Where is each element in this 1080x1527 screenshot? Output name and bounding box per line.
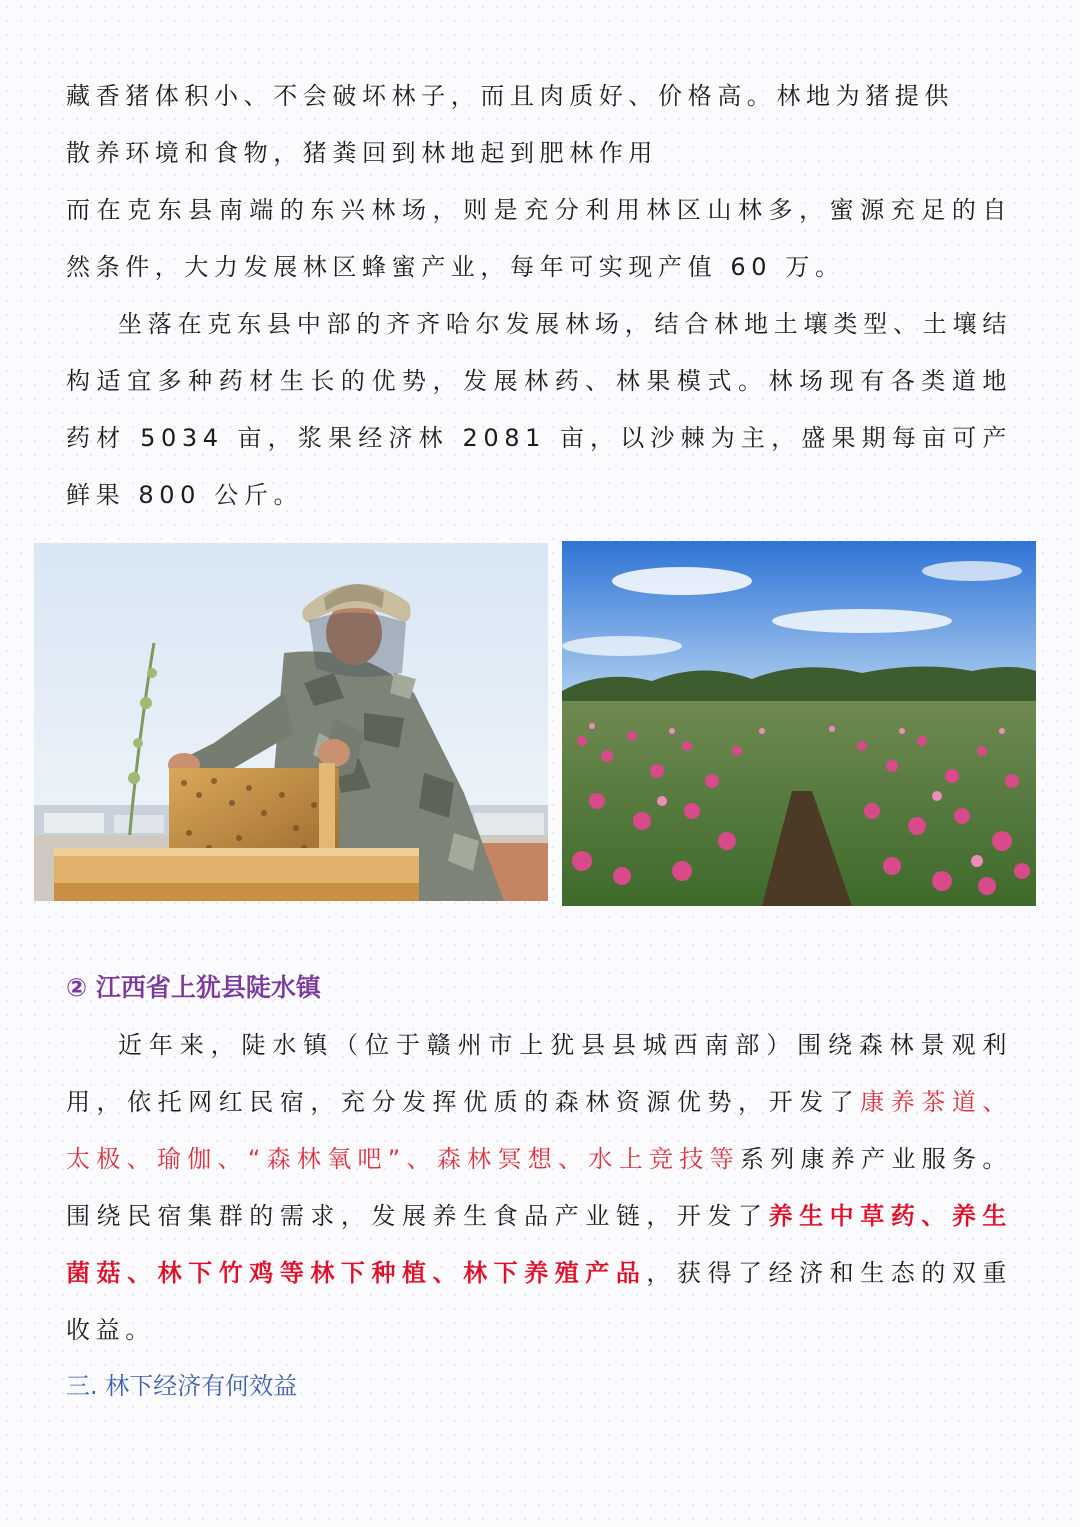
intro-paragraph-2: 而在克东县南端的东兴林场，则是充分利用林区山林多，蜜源充足的自然条件，大力发展林区蜂蜜产业，每年可实现产值 60 万。 (66, 196, 1012, 281)
paragraph-text-a: 近年来，陡水镇（位于赣州市上犹县县城西南部）围绕森林景观利用，依托网红民宿，充分发挥优质的森林资源优势，开发了 (66, 1031, 1012, 1116)
beekeeper-illustration (34, 543, 548, 901)
section-heading-benefits: 三. 林下经济有何效益 (66, 1372, 298, 1400)
intro-paragraph-1 (66, 68, 1012, 182)
shangyou-paragraph (66, 1017, 1012, 1359)
paragraph-text-c: ，获得了经济和生态的双重收益。 (66, 1259, 1012, 1344)
peony-field-photo (562, 541, 1036, 906)
wellness-services-highlight: 康养茶道、太极、瑜伽、“森林氧吧”、森林冥想、水上竞技等 (66, 1088, 1012, 1173)
peony-field-illustration (562, 541, 1036, 906)
beekeeper-photo (34, 543, 548, 901)
paragraph-text-b: 系列康养产业服务。围绕民宿集群的需求，发展养生食品产业链，开发了 (66, 1145, 1012, 1230)
intro-paragraph-3: 坐落在克东县中部的齐齐哈尔发展林场，结合林地土壤类型、土壤结构适宜多种药材生长的优势，发展林药、林果模式。林场现有各类道地药材 5034 亩，浆果经济林 2081 亩，以沙棘为主，盛果期每亩可产鲜果 800 公斤。 (66, 310, 1012, 509)
intro-line-2: 散养环境和食物，猪粪回到林地起到肥林作用 (66, 139, 658, 167)
intro-line-1: 藏香猪体积小、不会破坏林子，而且肉质好、价格高。林地为猪提供 (66, 82, 954, 110)
forest-products-highlight: 养生中草药、养生菌菇、林下竹鸡等林下种植、林下养殖产品 (66, 1202, 1012, 1287)
section-heading-shangyou: ② 江西省上犹县陡水镇 (66, 973, 321, 1002)
